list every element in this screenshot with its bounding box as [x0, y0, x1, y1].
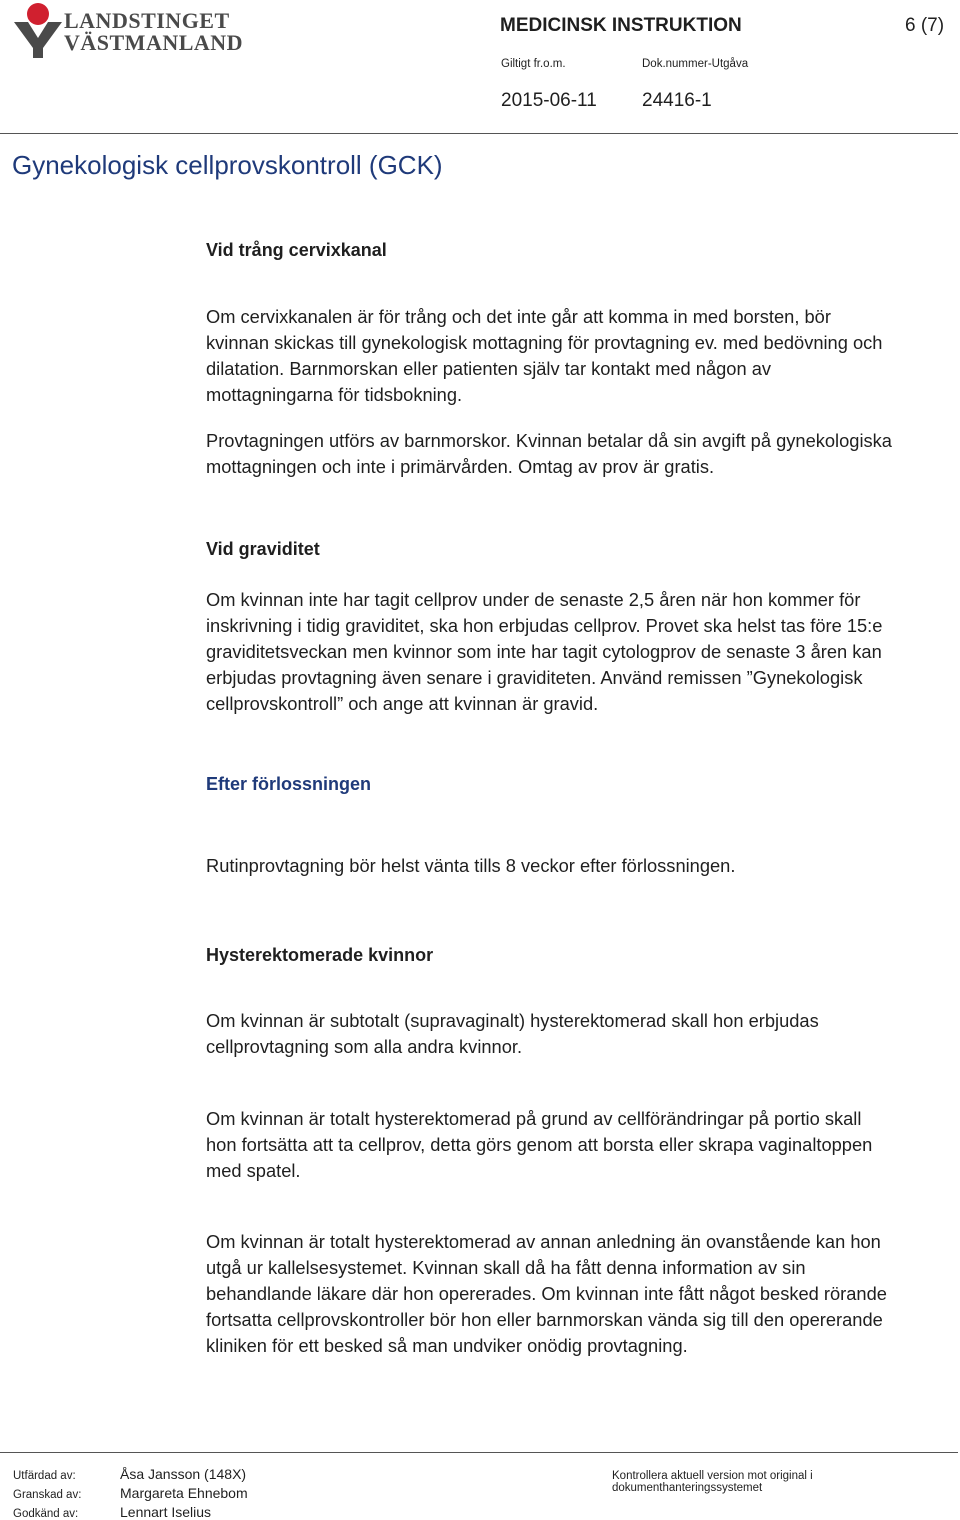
paragraph-hysterectomy-2	[206, 1106, 946, 1184]
document-type: MEDICINSK INSTRUKTION	[500, 15, 742, 36]
text-line: Rutinprovtagning bör helst vänta tills 8 veckor efter förlossningen.	[206, 855, 736, 876]
text-line: Om kvinnan är totalt hysterektomerad på grund av cellförändringar på portio skall	[206, 1108, 862, 1129]
logo-line-2: VÄSTMANLAND	[64, 30, 244, 55]
reviewed-by-value: Margareta Ehnebom	[120, 1485, 248, 1501]
text-line: kvinnan skickas till gynekologisk mottagning för provtagning ev. med bedövning och	[206, 332, 883, 353]
text-line: dilatation. Barnmorskan eller patienten själv tar kontakt med någon av	[206, 358, 772, 379]
text-line: med spatel.	[206, 1160, 301, 1181]
text-line: cellprovtagning som alla andra kvinnor.	[206, 1036, 523, 1057]
logo-wordmark	[64, 10, 243, 54]
text-line: Om cervixkanalen är för trång och det inte går att komma in med borsten, bör	[206, 306, 831, 327]
text-line: behandlande läkare där hon opererades. Om kvinnan inte fått något besked rörande	[206, 1283, 887, 1304]
text-line: mottagningen och inte i primärvården. Omtag av prov är gratis.	[206, 456, 715, 477]
reviewed-by-label: Granskad av:	[13, 1489, 82, 1501]
text-line: Provtagningen utförs av barnmorskor. Kvinnan betalar då sin avgift på gynekologiska	[206, 430, 892, 451]
version-control-note: Kontrollera aktuell version mot original i dokumenthanteringssystemet	[612, 1470, 813, 1494]
doc-number: 24416-1	[642, 90, 712, 111]
header-divider	[0, 133, 958, 134]
approved-by-label: Godkänd av:	[13, 1508, 79, 1520]
text-line: erbjudas provtagning även senare i graviditeten. Använd remissen ”Gynekologisk	[206, 667, 863, 688]
paragraph-narrow-cervix-2	[206, 428, 946, 480]
text-line: mottagningarna för tidsbokning.	[206, 384, 463, 405]
text-line: Om kvinnan är subtotalt (supravaginalt) hysterektomerad skall hon erbjudas	[206, 1010, 819, 1031]
text-line: fortsatta cellprovskontroller bör hon eller barnmorskan vända sig till den opererande	[206, 1309, 883, 1330]
logo-figure-icon	[12, 2, 64, 60]
section-heading-pregnancy: Vid graviditet	[206, 539, 320, 559]
text-line: Om kvinnan är totalt hysterektomerad av annan anledning än ovanstående kan hon	[206, 1231, 881, 1252]
issued-by-value: Åsa Jansson (148X)	[120, 1466, 247, 1482]
paragraph-hysterectomy-1	[206, 1008, 946, 1060]
text-line: kliniken för ett besked så man undviker onödig provtagning.	[206, 1335, 688, 1356]
paragraph-pregnancy	[206, 587, 946, 717]
section-heading-after-birth: Efter förlossningen	[206, 774, 372, 794]
text-line: Om kvinnan inte har tagit cellprov under de senaste 2,5 åren när hon kommer för	[206, 589, 861, 610]
approved-by-value: Lennart Iselius	[120, 1504, 212, 1520]
issued-by-label: Utfärdad av:	[13, 1470, 76, 1482]
text-line: hon fortsätta att ta cellprov, detta görs genom att borsta eller skrapa vaginaltoppen	[206, 1134, 873, 1155]
footer-divider	[0, 1452, 958, 1453]
logo-line-1: LANDSTINGET	[64, 8, 230, 33]
doc-number-label: Dok.nummer-Utgåva	[642, 58, 749, 70]
paragraph-after-birth	[206, 853, 946, 879]
text-line: inskrivning i tidig graviditet, ska hon erbjudas cellprov. Provet ska helst tas före 15:e	[206, 615, 883, 636]
valid-from-label: Giltigt fr.o.m.	[501, 58, 566, 70]
section-heading-hysterectomy: Hysterektomerade kvinnor	[206, 945, 434, 965]
paragraph-hysterectomy-3	[206, 1229, 946, 1359]
text-line: utgå ur kallelsesystemet. Kvinnan skall då ha fått denna information av sin	[206, 1257, 806, 1278]
section-heading-narrow-cervix: Vid trång cervixkanal	[206, 240, 387, 260]
valid-from-date: 2015-06-11	[501, 90, 597, 111]
text-line: cellprovskontroll” och ange att kvinnan är gravid.	[206, 693, 599, 714]
paragraph-narrow-cervix-1	[206, 304, 946, 408]
document-title: Gynekologisk cellprovskontroll (GCK)	[12, 150, 443, 180]
page-number: 6 (7)	[905, 15, 945, 36]
text-line: graviditetsveckan men kvinnor som inte har tagit cytologprov de senaste 3 åren kan	[206, 641, 882, 662]
